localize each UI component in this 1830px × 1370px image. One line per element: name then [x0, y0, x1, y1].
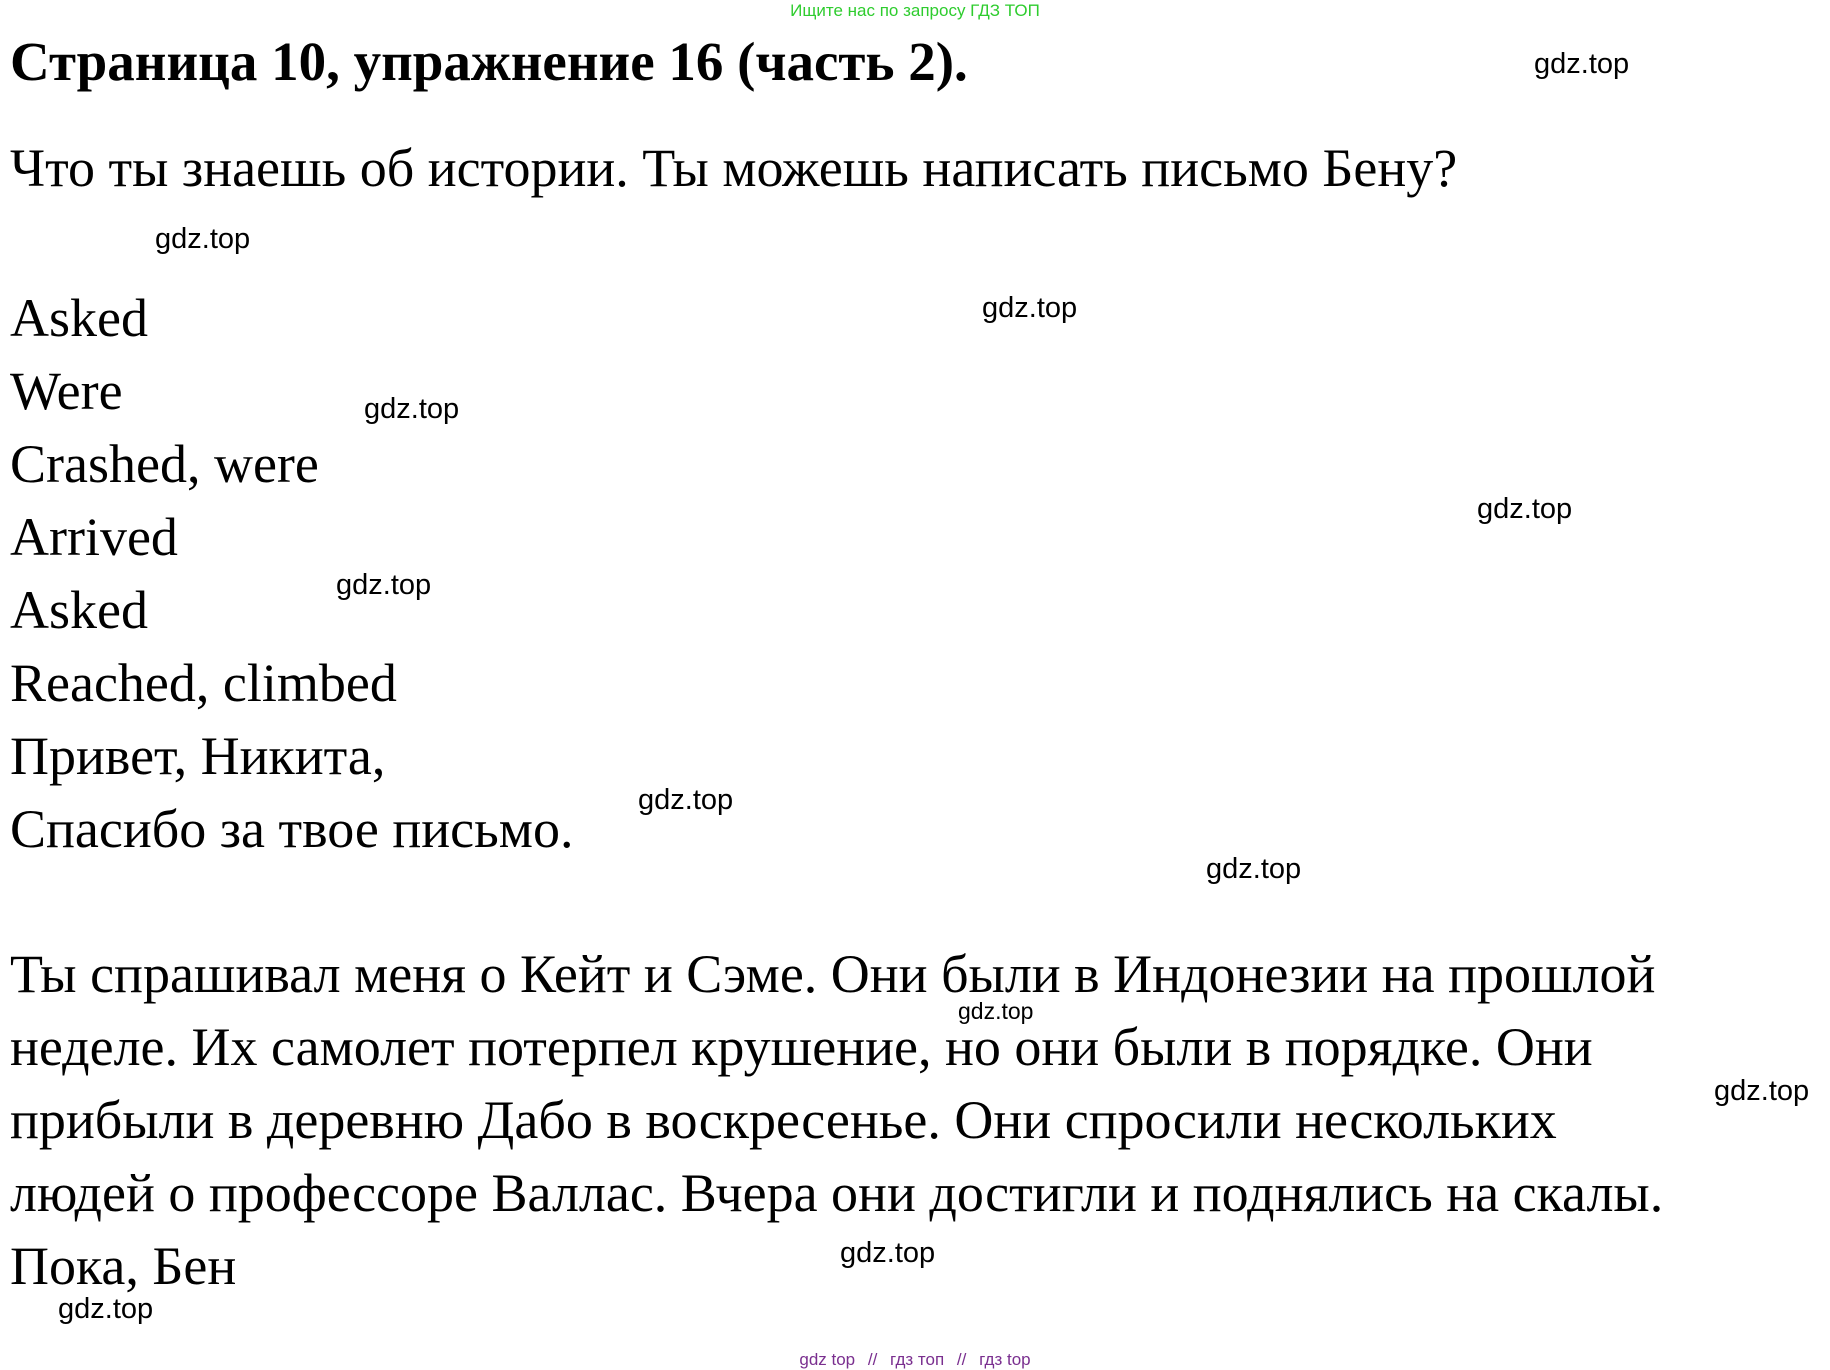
page-title: Страница 10, упражнение 16 (часть 2). — [10, 31, 968, 92]
answer-line: Привет, Никита, — [10, 726, 386, 786]
watermark: gdz.top — [1714, 1075, 1810, 1107]
letter-line: неделе. Их самолет потерпел крушение, но они были в порядке. Они — [10, 1017, 1593, 1077]
footer-link[interactable]: гдз топ — [890, 1350, 945, 1369]
watermark: gdz.top — [840, 1237, 936, 1269]
watermark: gdz.top — [958, 998, 1034, 1024]
answer-line: Crashed, were — [10, 434, 319, 494]
answer-line: Arrived — [10, 507, 178, 567]
watermark: gdz.top — [638, 784, 734, 816]
footer-link[interactable]: гдз top — [979, 1350, 1031, 1369]
watermark: gdz.top — [1206, 853, 1302, 885]
footer-link[interactable]: gdz top — [799, 1350, 856, 1369]
answer-line: Asked — [10, 288, 148, 348]
exercise-question: Что ты знаешь об истории. Ты можешь написать письмо Бену? — [10, 138, 1458, 198]
watermark: gdz.top — [1534, 48, 1630, 80]
watermark: gdz.top — [336, 569, 432, 601]
letter-line: прибыли в деревню Дабо в воскресенье. Они спросили нескольких — [10, 1090, 1557, 1150]
letter-body — [10, 938, 1663, 1303]
watermark: gdz.top — [58, 1293, 154, 1325]
watermark: gdz.top — [1477, 493, 1573, 525]
watermark: gdz.top — [982, 292, 1078, 324]
footer-links — [0, 1350, 1830, 1370]
watermark: gdz.top — [364, 393, 460, 425]
letter-line: людей о профессоре Валлас. Вчера они достигли и поднялись на скалы. — [10, 1163, 1664, 1223]
search-hint-link[interactable]: Ищите нас по запросу ГДЗ ТОП — [790, 1, 1040, 20]
answer-line: Were — [10, 361, 123, 421]
answer-line: Спасибо за твое письмо. — [10, 799, 574, 859]
footer-separator: // — [867, 1350, 878, 1369]
answer-list — [10, 282, 573, 866]
letter-line: Пока, Бен — [10, 1236, 237, 1296]
letter-line: Ты спрашивал меня о Кейт и Сэме. Они были в Индонезии на прошлой — [10, 944, 1656, 1004]
answer-line: Reached, climbed — [10, 653, 397, 713]
answer-line: Asked — [10, 580, 148, 640]
footer-separator: // — [956, 1350, 967, 1369]
watermark: gdz.top — [155, 223, 251, 255]
